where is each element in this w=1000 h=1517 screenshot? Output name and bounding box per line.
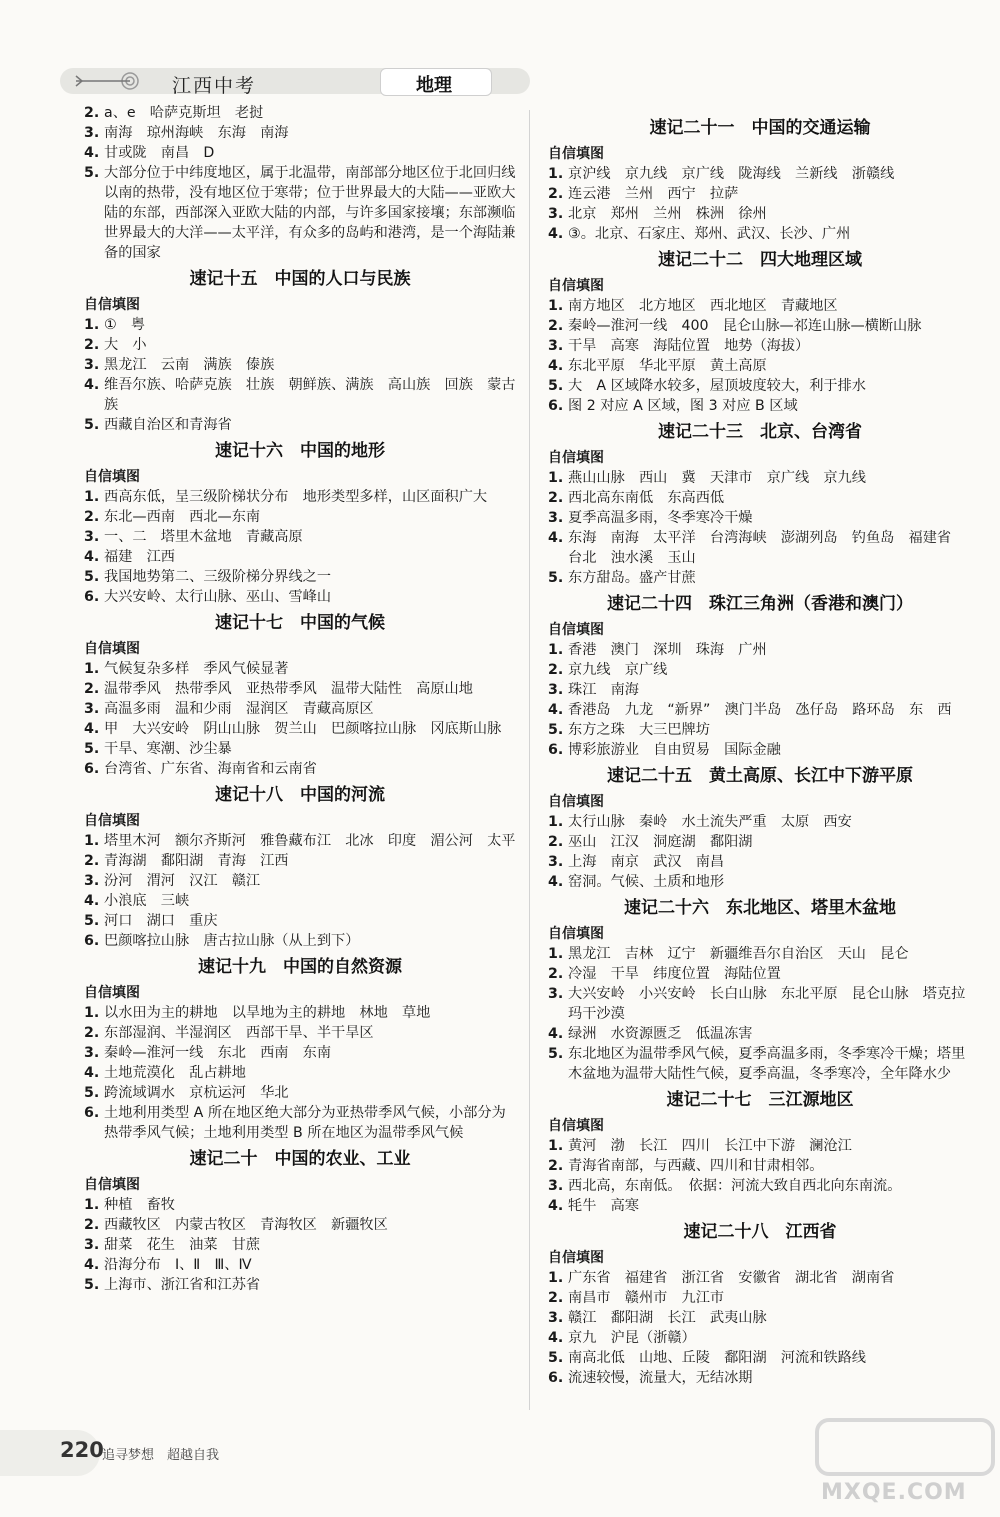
item-text: 黑龙江 云南 满族 傣族 [104, 357, 275, 373]
answer-item [84, 931, 516, 951]
item-number: 6. [84, 761, 100, 777]
item-text: 西高东低，呈三级阶梯状分布 地形类型多样，山区面积广大 [104, 489, 488, 505]
answer-item [84, 1003, 516, 1023]
item-number: 2. [548, 834, 564, 850]
item-number: 2. [84, 337, 100, 353]
item-number: 1. [548, 166, 564, 182]
answer-item [84, 1195, 516, 1215]
item-number: 4. [548, 1330, 564, 1346]
section-title: 速记二十一 中国的交通运输 [649, 118, 871, 138]
item-number: 3. [84, 529, 100, 545]
item-text: 京九线 京广线 [568, 662, 668, 678]
item-text: 青海湖 鄱阳湖 青海 江西 [104, 853, 289, 869]
item-number: 2. [84, 1217, 100, 1233]
answer-item [548, 1268, 972, 1288]
item-number: 5. [84, 741, 100, 757]
item-number: 5. [84, 569, 100, 585]
answer-item [548, 1308, 972, 1328]
item-number: 4. [84, 549, 100, 565]
item-number: 4. [548, 226, 564, 242]
answer-item [84, 1083, 516, 1103]
section [548, 1084, 972, 1216]
item-text: 汾河 渭河 汉江 赣江 [104, 873, 261, 889]
item-text: 大部分位于中纬度地区，属于北温带，南部部分地区位于北回归线以南的热带，没有地区位于寒带；位于世界最大的大陆——亚欧大陆的东部，西部深入亚欧大陆的内部，与许多国家接壤；东部濒临世界最大的大洋——太平洋，有众多的岛屿和港湾，是一个海陆兼备的国家 [104, 165, 516, 261]
item-number: 4. [84, 721, 100, 737]
answer-item [548, 1156, 972, 1176]
section-subtitle: 自信填图 [548, 1250, 604, 1266]
item-text: 图 2 对应 A 区域，图 3 对应 B 区域 [568, 398, 798, 414]
right-column [548, 112, 972, 1388]
section-title: 速记二十八 江西省 [683, 1222, 837, 1242]
item-number: 2. [548, 1290, 564, 1306]
item-text: 西藏自治区和青海省 [104, 417, 232, 433]
item-text: 香港 澳门 深圳 珠海 广州 [568, 642, 767, 658]
section [548, 892, 972, 1084]
item-text: 太行山脉 秦岭 水土流失严重 太原 西安 [568, 814, 852, 830]
item-text: 甜菜 花生 油菜 甘蔗 [104, 1237, 261, 1253]
item-text: 干旱 高寒 海陆位置 地势（海拔） [568, 338, 810, 354]
arrow-target-icon [72, 72, 142, 90]
item-text: 黑龙江 吉林 辽宁 新疆维吾尔自治区 天山 昆仑 [568, 946, 909, 962]
section-title: 速记十七 中国的气候 [215, 613, 385, 633]
section-subtitle: 自信填图 [548, 450, 604, 466]
item-number: 4. [548, 1198, 564, 1214]
answer-item [548, 964, 972, 984]
item-text: 甘或陇 南昌 D [104, 145, 215, 161]
answer-item [548, 812, 972, 832]
answer-item [548, 396, 972, 416]
item-text: 赣江 鄱阳湖 长江 武夷山脉 [568, 1310, 767, 1326]
answer-item [548, 468, 972, 488]
section [84, 779, 516, 951]
section-title: 速记二十四 珠江三角洲（香港和澳门） [607, 594, 913, 614]
item-number: 4. [84, 893, 100, 909]
item-text: 福建 江西 [104, 549, 175, 565]
section [548, 244, 972, 416]
item-number: 3. [548, 854, 564, 870]
item-number: 3. [548, 682, 564, 698]
item-number: 4. [84, 1065, 100, 1081]
item-number: 1. [84, 833, 100, 849]
item-text: 大 A 区域降水较多，屋顶坡度较大，利于排水 [568, 378, 866, 394]
item-text: 京九 沪昆（浙赣） [568, 1330, 696, 1346]
item-number: 5. [548, 1350, 564, 1366]
item-number: 5. [84, 1277, 100, 1293]
section-subtitle: 自信填图 [84, 985, 140, 1001]
item-number: 3. [548, 206, 564, 222]
section [548, 760, 972, 892]
answer-item [84, 163, 516, 263]
item-text: 广东省 福建省 浙江省 安徽省 湖北省 湖南省 [568, 1270, 895, 1286]
item-text: 东北地区为温带季风气候，夏季高温多雨，冬季寒冷干燥；塔里木盆地为温带大陆性气候，夏季高温，冬季寒冷，全年降水少 [568, 1046, 966, 1082]
item-number: 4. [84, 145, 100, 161]
item-text: 东北—西南 西北—东南 [104, 509, 261, 525]
item-text: 珠江 南海 [568, 682, 639, 698]
section [548, 588, 972, 760]
answer-item [548, 296, 972, 316]
answer-item [548, 164, 972, 184]
item-number: 1. [84, 1005, 100, 1021]
item-text: 温带季风 热带季风 亚热带季风 温带大陆性 高原山地 [104, 681, 473, 697]
answer-item [84, 851, 516, 871]
item-number: 6. [84, 933, 100, 949]
answer-item [548, 680, 972, 700]
section-subtitle: 自信填图 [548, 794, 604, 810]
answer-item [84, 1275, 516, 1295]
answer-item [84, 103, 516, 123]
item-text: 气候复杂多样 季风气候显著 [104, 661, 289, 677]
item-number: 3. [548, 1178, 564, 1194]
answer-item [84, 487, 516, 507]
section-title: 速记十八 中国的河流 [215, 785, 385, 805]
section-subtitle: 自信填图 [84, 1177, 140, 1193]
item-number: 2. [84, 1025, 100, 1041]
answer-item [84, 123, 516, 143]
item-number: 4. [548, 358, 564, 374]
item-text: 南昌市 赣州市 九江市 [568, 1290, 725, 1306]
item-text: 燕山山脉 西山 冀 天津市 京广线 京九线 [568, 470, 866, 486]
item-text: a、e 哈萨克斯坦 老挝 [104, 105, 264, 121]
answer-item [84, 831, 516, 851]
item-number: 2. [84, 105, 100, 121]
item-number: 2. [548, 662, 564, 678]
answer-item [548, 1136, 972, 1156]
answer-item [548, 852, 972, 872]
item-number: 4. [84, 1257, 100, 1273]
answer-item [84, 335, 516, 355]
section-title: 速记十五 中国的人口与民族 [189, 269, 411, 289]
item-number: 1. [84, 1197, 100, 1213]
item-text: 种植 畜牧 [104, 1197, 175, 1213]
section [548, 416, 972, 588]
section [84, 435, 516, 607]
item-text: 甲 大兴安岭 阴山山脉 贺兰山 巴颜喀拉山脉 冈底斯山脉 [104, 721, 502, 737]
item-text: 大 小 [104, 337, 147, 353]
answer-item [84, 415, 516, 435]
item-number: 3. [548, 986, 564, 1002]
left-column [84, 103, 516, 1295]
item-text: 秦岭—淮河一线 400 昆仑山脉—祁连山脉—横断山脉 [568, 318, 922, 334]
section [548, 1216, 972, 1388]
answer-item [548, 336, 972, 356]
item-text: 东北平原 华北平原 黄土高原 [568, 358, 767, 374]
answer-item [548, 700, 972, 720]
answer-item [84, 871, 516, 891]
item-text: 干旱、寒潮、沙尘暴 [104, 741, 232, 757]
item-number: 1. [548, 946, 564, 962]
answer-item [84, 1215, 516, 1235]
answer-item [84, 891, 516, 911]
item-number: 2. [548, 186, 564, 202]
item-number: 4. [548, 874, 564, 890]
right-sections [548, 112, 972, 1388]
answer-item [84, 1103, 516, 1143]
item-text: 巴颜喀拉山脉 唐古拉山脉（从上到下） [104, 933, 360, 949]
answer-item [548, 356, 972, 376]
item-text: 西北高东南低 东高西低 [568, 490, 725, 506]
answer-item [548, 944, 972, 964]
item-number: 3. [84, 357, 100, 373]
item-number: 1. [84, 317, 100, 333]
footer-slogan: 追寻梦想 超越自我 [102, 1448, 220, 1463]
answer-item [548, 316, 972, 336]
item-number: 5. [548, 570, 564, 586]
section [84, 263, 516, 435]
item-text: 博彩旅游业 自由贸易 国际金融 [568, 742, 781, 758]
item-text: 南方地区 北方地区 西北地区 青藏地区 [568, 298, 838, 314]
left-sections [84, 263, 516, 1295]
item-number: 3. [548, 338, 564, 354]
item-number: 5. [84, 1085, 100, 1101]
item-text: 秦岭—淮河一线 东北 西南 东南 [104, 1045, 332, 1061]
section-title: 速记二十三 北京、台湾省 [658, 422, 862, 442]
item-text: 以水田为主的耕地 以旱地为主的耕地 林地 草地 [104, 1005, 431, 1021]
section-subtitle: 自信填图 [548, 278, 604, 294]
item-number: 3. [84, 873, 100, 889]
item-text: 牦牛 高寒 [568, 1198, 639, 1214]
answer-item [548, 660, 972, 680]
section [84, 951, 516, 1143]
item-text: 南高北低 山地、丘陵 鄱阳湖 河流和铁路线 [568, 1350, 866, 1366]
answer-item [548, 204, 972, 224]
item-number: 1. [548, 298, 564, 314]
item-text: 大兴安岭、太行山脉、巫山、雪峰山 [104, 589, 332, 605]
section [84, 1143, 516, 1295]
item-text: 连云港 兰州 西宁 拉萨 [568, 186, 739, 202]
section-title: 速记二十七 三江源地区 [666, 1090, 854, 1110]
answer-item [84, 739, 516, 759]
answer-item [548, 720, 972, 740]
item-text: 巫山 江汉 洞庭湖 鄱阳湖 [568, 834, 753, 850]
book-title: 江西中考 [172, 75, 257, 97]
answer-item [548, 740, 972, 760]
item-number: 2. [84, 853, 100, 869]
item-text: 河口 湖口 重庆 [104, 913, 218, 929]
item-text: 窑洞。气候、土质和地形 [568, 874, 725, 890]
answer-item [548, 184, 972, 204]
answer-item [84, 699, 516, 719]
item-text: 塔里木河 额尔齐斯河 雅鲁藏布江 北冰 印度 湄公河 太平 [104, 833, 516, 849]
item-text: 高温多雨 温和少雨 湿润区 青藏高原区 [104, 701, 374, 717]
item-number: 4. [548, 702, 564, 718]
item-number: 1. [84, 661, 100, 677]
item-text: 东方甜岛。盛产甘蔗 [568, 570, 696, 586]
answer-item [84, 143, 516, 163]
section-subtitle: 自信填图 [548, 1118, 604, 1134]
page-header [0, 60, 540, 100]
answer-item [84, 567, 516, 587]
item-text: 上海市、浙江省和江苏省 [104, 1277, 261, 1293]
item-text: 维吾尔族、哈萨克族 壮族 朝鲜族、满族 高山族 回族 蒙古族 [104, 377, 516, 413]
item-number: 6. [84, 589, 100, 605]
answer-item [548, 640, 972, 660]
item-number: 1. [548, 814, 564, 830]
answer-item [84, 587, 516, 607]
item-text: 一、二 塔里木盆地 青藏高原 [104, 529, 303, 545]
item-number: 3. [84, 125, 100, 141]
item-number: 4. [548, 1026, 564, 1042]
answer-item [84, 719, 516, 739]
item-text: 东海 南海 太平洋 台湾海峡 澎湖列岛 钓鱼岛 福建省 台北 浊水溪 玉山 [568, 530, 966, 566]
item-text: 绿洲 水资源匮乏 低温冻害 [568, 1026, 753, 1042]
item-number: 3. [84, 701, 100, 717]
answer-item [548, 1196, 972, 1216]
item-text: 京沪线 京九线 京广线 陇海线 兰新线 浙赣线 [568, 166, 895, 182]
answer-item [84, 759, 516, 779]
section-subtitle: 自信填图 [548, 926, 604, 942]
answer-item [84, 507, 516, 527]
answer-item [548, 1176, 972, 1196]
item-text: 夏季高温多雨，冬季寒冷干燥 [568, 510, 753, 526]
page-number: 220 [60, 1438, 104, 1462]
item-text: 流速较慢，流量大，无结冰期 [568, 1370, 753, 1386]
answer-item [548, 984, 972, 1024]
answer-item [548, 1348, 972, 1368]
section-subtitle: 自信填图 [84, 813, 140, 829]
item-number: 3. [548, 1310, 564, 1326]
subject-label: 地理 [416, 75, 452, 96]
answer-item [84, 315, 516, 335]
answer-item [84, 911, 516, 931]
watermark-logo [815, 1418, 995, 1476]
answer-item [84, 1023, 516, 1043]
item-number: 6. [548, 398, 564, 414]
item-number: 5. [548, 378, 564, 394]
item-text: 土地利用类型 A 所在地区绝大部分为亚热带季风气候，小部分为热带季风气候；土地利用类型 B 所在地区为温带季风气候 [104, 1105, 506, 1141]
column-divider [529, 110, 530, 1410]
item-number: 2. [548, 1158, 564, 1174]
answer-item [84, 1043, 516, 1063]
item-number: 3. [548, 510, 564, 526]
answer-item [548, 568, 972, 588]
item-text: 黄河 渤 长江 四川 长江中下游 澜沧江 [568, 1138, 852, 1154]
item-text: 土地荒漠化 乱占耕地 [104, 1065, 246, 1081]
item-text: 东部湿润、半湿润区 西部干旱、半干旱区 [104, 1025, 374, 1041]
answer-item [84, 1255, 516, 1275]
item-number: 3. [84, 1237, 100, 1253]
item-number: 1. [84, 489, 100, 505]
item-text: 台湾省、广东省、海南省和云南省 [104, 761, 317, 777]
item-number: 4. [548, 530, 564, 546]
page-footer [0, 1430, 540, 1480]
lead-items [84, 103, 516, 263]
answer-item [84, 375, 516, 415]
item-text: 小浪底 三峡 [104, 893, 190, 909]
section [548, 112, 972, 244]
section-subtitle: 自信填图 [84, 469, 140, 485]
item-text: 沿海分布 Ⅰ、Ⅱ Ⅲ、Ⅳ [104, 1257, 252, 1273]
watermark [815, 1418, 995, 1510]
item-text: 我国地势第二、三级阶梯分界线之一 [104, 569, 332, 585]
item-text: 青海省南部，与西藏、四川和甘肃相邻。 [568, 1158, 824, 1174]
item-text: 上海 南京 武汉 南昌 [568, 854, 725, 870]
section-title: 速记二十 中国的农业、工业 [189, 1149, 411, 1169]
answer-item [548, 872, 972, 892]
item-text: 北京 郑州 兰州 株洲 徐州 [568, 206, 767, 222]
watermark-url: MXQE.COM [821, 1480, 967, 1505]
item-text: 香港岛 九龙 “新界” 澳门半岛 氹仔岛 路环岛 东 西 [568, 702, 952, 718]
item-number: 1. [548, 1138, 564, 1154]
item-number: 2. [548, 966, 564, 982]
answer-item [548, 376, 972, 396]
item-text: 跨流域调水 京杭运河 华北 [104, 1085, 289, 1101]
answer-item [548, 1044, 972, 1084]
item-number: 5. [84, 417, 100, 433]
item-number: 5. [548, 1046, 564, 1062]
item-number: 1. [548, 470, 564, 486]
section-subtitle: 自信填图 [84, 297, 140, 313]
answer-item [548, 1288, 972, 1308]
item-number: 6. [84, 1105, 100, 1121]
item-number: 5. [84, 165, 100, 181]
item-number: 4. [84, 377, 100, 393]
answer-item [84, 679, 516, 699]
section-subtitle: 自信填图 [548, 622, 604, 638]
item-number: 3. [84, 1045, 100, 1061]
answer-item [548, 224, 972, 244]
answer-item [84, 547, 516, 567]
item-text: 南海 琼州海峡 东海 南海 [104, 125, 289, 141]
item-text: 东方之珠 大三巴牌坊 [568, 722, 710, 738]
item-number: 2. [548, 318, 564, 334]
item-number: 5. [548, 722, 564, 738]
item-number: 1. [548, 642, 564, 658]
item-number: 2. [548, 490, 564, 506]
section-title: 速记十六 中国的地形 [215, 441, 385, 461]
item-text: 大兴安岭 小兴安岭 长白山脉 东北平原 昆仑山脉 塔克拉玛干沙漠 [568, 986, 966, 1022]
section-title: 速记十九 中国的自然资源 [198, 957, 402, 977]
answer-item [548, 488, 972, 508]
item-number: 6. [548, 742, 564, 758]
section-title: 速记二十六 东北地区、塔里木盆地 [624, 898, 896, 918]
item-text: 西藏牧区 内蒙古牧区 青海牧区 新疆牧区 [104, 1217, 388, 1233]
section-title: 速记二十二 四大地理区域 [658, 250, 862, 270]
item-text: ③。北京、石家庄、郑州、武汉、长沙、广州 [568, 226, 851, 242]
item-number: 5. [84, 913, 100, 929]
answer-item [84, 355, 516, 375]
answer-item [84, 1063, 516, 1083]
item-number: 2. [84, 681, 100, 697]
section-title: 速记二十五 黄土高原、长江中下游平原 [607, 766, 913, 786]
item-text: ① 粤 [104, 317, 146, 333]
item-text: 西北高，东南低。 依据：河流大致自西北向东南流。 [568, 1178, 902, 1194]
item-number: 1. [548, 1270, 564, 1286]
item-number: 6. [548, 1370, 564, 1386]
answer-item [548, 832, 972, 852]
item-number: 2. [84, 509, 100, 525]
answer-item [548, 508, 972, 528]
section-subtitle: 自信填图 [548, 146, 604, 162]
answer-item [84, 659, 516, 679]
answer-item [84, 527, 516, 547]
item-text: 冷湿 干旱 纬度位置 海陆位置 [568, 966, 781, 982]
answer-item [548, 1024, 972, 1044]
answer-item [548, 1368, 972, 1388]
section-subtitle: 自信填图 [84, 641, 140, 657]
answer-item [548, 1328, 972, 1348]
section [84, 607, 516, 779]
answer-item [548, 528, 972, 568]
answer-item [84, 1235, 516, 1255]
